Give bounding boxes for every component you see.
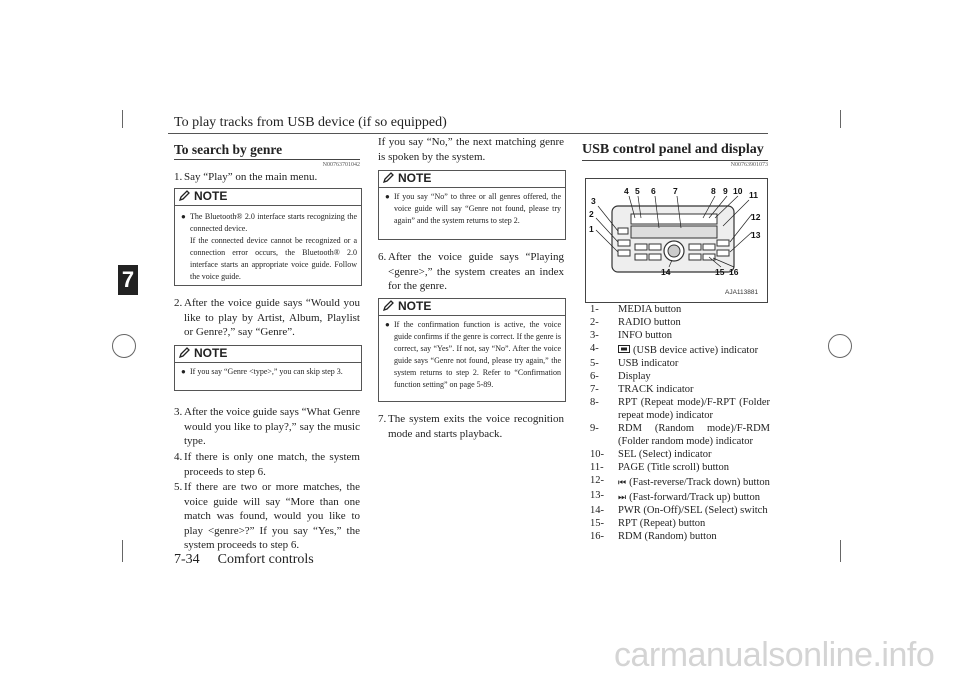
callout-16: 16 <box>729 267 739 277</box>
legend-item: 12- ⏮ (Fast-reverse/Track down) button <box>590 475 770 488</box>
legend-item: 11- PAGE (Title scroll) button <box>590 462 729 473</box>
note-line-2: If the connected device cannot be recognized or a connection error occurs, the Bluetooth® 2.0 interface starts an appropriate voice guide. Follow the voice guide. <box>190 236 357 281</box>
legend-item: 1- MEDIA button <box>590 304 682 315</box>
section-heading-usb-panel: USB control panel and display <box>582 142 764 157</box>
legend-item: 2- RADIO button <box>590 317 681 328</box>
callout-9: 9 <box>723 186 728 196</box>
callout-3: 3 <box>591 196 596 206</box>
step-4: 4. If there is only one match, the system proceeds to step 6. <box>174 451 360 478</box>
watermark: carmanualsonline.info <box>614 636 935 674</box>
step-6: 6. After the voice guide says “Playing <genre>,” the system creates an index for the genre. <box>378 251 564 292</box>
legend-item: 9- RDM (Random mode)/F-RDM (Folder random mode) indicator <box>590 423 770 447</box>
callout-1: 1 <box>589 224 594 234</box>
legend-item: 13- ⏭ (Fast-forward/Track up) button <box>590 490 760 503</box>
legend-item: 15- RPT (Repeat) button <box>590 518 706 529</box>
note-header: NOTE <box>378 298 566 316</box>
callout-15: 15 <box>715 267 725 277</box>
note-body: ● If you say “No” to three or all genres offered, the voice guide will say “Genre not found, please try again” and the system returns to step 2. <box>385 192 561 225</box>
callout-4: 4 <box>624 186 629 196</box>
callout-12: 12 <box>751 212 761 222</box>
track-up-icon: ⏭ <box>618 492 627 502</box>
step-2: 2. After the voice guide says “Would you like to play by Artist, Album, Playlist or Genre?,” say “Genre”. <box>174 297 360 338</box>
step-number: 1. <box>174 171 183 183</box>
section-underline <box>582 160 768 161</box>
usb-control-panel-figure <box>585 178 768 303</box>
audio-unit-illustration <box>585 178 768 303</box>
section-underline <box>174 159 360 160</box>
pencil-icon <box>383 171 395 183</box>
note-body: ● The Bluetooth® 2.0 interface starts recognizing the connected device. If the connected device cannot be recognized or a connection error occurs, the Bluetooth® 2.0 interface starts an appropriate voice guide. Follow the voice guide. <box>181 212 357 281</box>
callout-14: 14 <box>661 267 671 277</box>
note-header: NOTE <box>378 170 566 188</box>
step-5: 5. If there are two or more matches, the voice guide will say “More than one match was found, would you like to play <genre>?” If you say “Yes,” the system proceeds to step 6. <box>174 481 360 551</box>
legend-item: 6- Display <box>590 371 651 382</box>
note-box-1 <box>174 188 362 286</box>
legend-list <box>590 303 770 543</box>
legend-item: 8- RPT (Repeat mode)/F-RPT (Folder repeat mode) indicator <box>590 397 770 421</box>
pencil-icon <box>179 189 191 201</box>
callout-5: 5 <box>635 186 640 196</box>
chapter-tab: 7 <box>118 265 138 295</box>
note-box-3 <box>378 170 566 240</box>
legend-item: 10- SEL (Select) indicator <box>590 449 712 460</box>
step-7: 7. The system exits the voice recognition mode and starts playback. <box>378 413 564 440</box>
callout-6: 6 <box>651 186 656 196</box>
legend-item: 7- TRACK indicator <box>590 384 694 395</box>
legend-item: 14- PWR (On-Off)/SEL (Select) switch <box>590 505 768 516</box>
callout-8: 8 <box>711 186 716 196</box>
callout-13: 13 <box>751 230 761 240</box>
usb-device-icon <box>618 345 630 353</box>
legend-item: 3- INFO button <box>590 330 672 341</box>
note-body: ● If the confirmation function is active, the voice guide confirms if the genre is correct. If the genre is correct, say “Yes”. If not, say “No”. After the voice guide says “Genre not found, please try again,” the system returns to step 2. Refer to “Confirmation function setting” on page 5-89. <box>385 320 561 389</box>
running-header: To play tracks from USB device (if so equipped) <box>174 115 447 130</box>
note-body: ● If you say “Genre <type>,” you can skip step 3. <box>181 367 343 376</box>
figure-code: AJA113881 <box>725 289 759 296</box>
legend-item: 5- USB indicator <box>590 358 679 369</box>
paragraph-no-next-genre: If you say “No,” the next matching genre is spoken by the system. <box>378 136 564 163</box>
legend-item: 4- (USB device active) indicator <box>590 343 759 356</box>
note-box-4 <box>378 298 566 402</box>
section-code: N00763901073 <box>730 162 768 168</box>
track-down-icon: ⏮ <box>618 477 627 487</box>
legend-item: 16- RDM (Random) button <box>590 531 717 542</box>
page-footer <box>174 552 332 568</box>
step-3: 3. After the voice guide says “What Genre would you like to play?,” say the music type. <box>174 406 360 447</box>
callout-11: 11 <box>749 190 758 200</box>
page-number: 7-34 <box>174 552 200 567</box>
pencil-icon <box>179 346 191 358</box>
callout-10: 10 <box>733 186 743 196</box>
note-header: NOTE <box>174 188 362 206</box>
note-line-1: The Bluetooth® 2.0 interface starts recognizing the connected device. <box>190 212 357 233</box>
section-code: N00763701042 <box>322 162 360 168</box>
note-box-2 <box>174 345 362 391</box>
step-1 <box>174 170 360 185</box>
step-text: Say “Play” on the main menu. <box>184 171 318 183</box>
registration-mark-right <box>828 334 852 358</box>
callout-2: 2 <box>589 209 594 219</box>
registration-mark-left <box>112 334 136 358</box>
header-rule <box>168 133 768 134</box>
callout-7: 7 <box>673 186 678 196</box>
pencil-icon <box>383 299 395 311</box>
footer-section: Comfort controls <box>217 552 314 567</box>
section-heading-genre: To search by genre <box>174 142 283 157</box>
note-header: NOTE <box>174 345 362 363</box>
